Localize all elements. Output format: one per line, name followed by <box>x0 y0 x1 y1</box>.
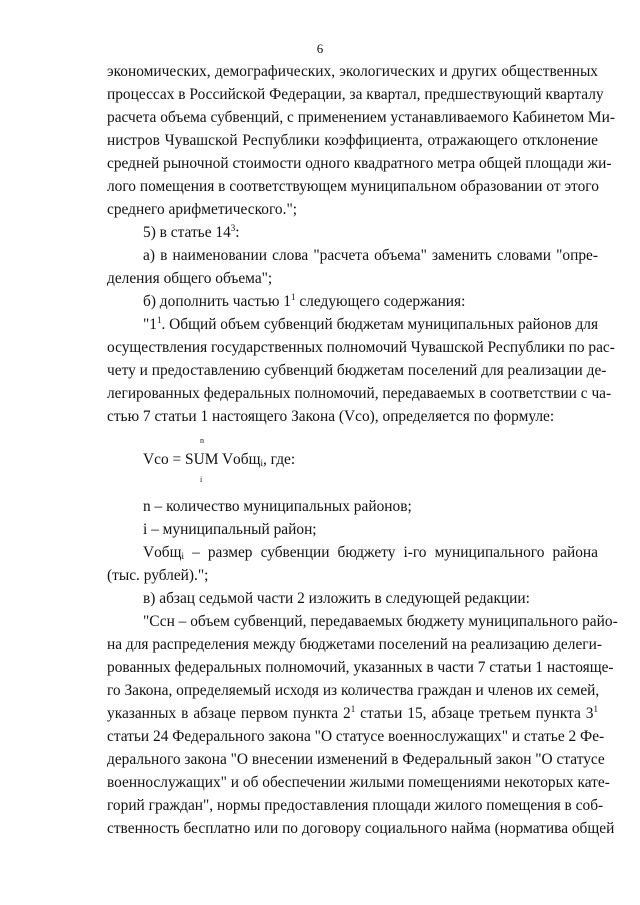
list-item-b: б) дополнить частью $1^1$ следующего содержания: <box>143 292 466 310</box>
list-item-5: 5) в статье $14^3$: <box>143 223 240 241</box>
list-item-a: а) в наименовании слова "расчета объема" заменить словами "опре- <box>143 247 598 264</box>
text-line: нистров Чувашской Республики коэффициента, отражающего отклонение <box>107 132 598 149</box>
formula: Vco = SUM Vобщ$_i$, где: <box>143 451 296 468</box>
formula-lower-limit: i <box>200 475 203 484</box>
quote-line: дерального закона "О внесении изменений в Федеральный закон "О статусе <box>107 751 605 768</box>
text-line: экономических, демографических, экологических и других общественных <box>107 63 598 80</box>
definition-line: i – муниципальный район; <box>143 521 317 538</box>
definition-line: n – количество муниципальных районов; <box>143 498 412 515</box>
quote-line: "$1^1$. Общий объем субвенций бюджетам муниципальных районов для <box>143 315 599 333</box>
list-item-v: в) абзац седьмой части 2 изложить в следующей редакции: <box>143 590 530 607</box>
quote-line: на для распределения между бюджетами поселений на реализацию делеги- <box>107 636 602 653</box>
quote-line: указанных в абзаце первом пункта $2^1$ статьи 15, абзаце третьем пункта $3^1$ <box>107 704 598 722</box>
definition-line: Vобщ$_i$ – размер субвенции бюджету i-го муниципального района <box>143 544 598 561</box>
formula-upper-limit: n <box>200 436 204 445</box>
text-line: средней рыночной стоимости одного квадратного метра общей площади жи- <box>107 155 612 172</box>
quote-line: стью 7 статьи 1 настоящего Закона (Vco), определяется по формуле: <box>107 408 555 425</box>
quote-line: го Закона, определяемый исходя из количества граждан и членов их семей, <box>107 682 600 699</box>
text-line: расчета объема субвенций, с применением устанавливаемого Кабинетом Ми- <box>107 109 615 126</box>
text-line: лого помещения в соответствующем муниципальном образовании от этого <box>107 178 599 195</box>
quote-line: рованных федеральных полномочий, указанных в части 7 статьи 1 настояще- <box>107 659 614 676</box>
quote-line: военнослужащих" и об обеспечении жилыми помещениями некоторых кате- <box>107 774 610 791</box>
quote-line: горий граждан", нормы предоставления площади жилого помещения в соб- <box>107 797 604 814</box>
quote-line: статьи 24 Федерального закона "О статусе военнослужащих" и статье 2 Фе- <box>107 728 605 745</box>
definition-line: (тыс. рублей)."; <box>107 567 209 584</box>
text-line: процессах в Российской Федерации, за квартал, предшествующий кварталу <box>107 86 604 103</box>
quote-line: ственность бесплатно или по договору социального найма (норматива общей <box>107 820 615 837</box>
text-line: среднего арифметического."; <box>107 201 297 218</box>
quote-line: "Ссн – объем субвенций, передаваемых бюджету муниципального райо- <box>143 613 618 630</box>
quote-line: легированных федеральных полномочий, передаваемых в соответствии с ча- <box>107 385 612 402</box>
quote-line: чету и предоставлению субвенций бюджетам поселений для реализации де- <box>107 362 607 379</box>
page-number: 6 <box>316 41 324 56</box>
text-line: деления общего объема"; <box>107 270 273 287</box>
quote-line: осуществления государственных полномочий Чувашской Республики по рас- <box>107 339 615 356</box>
